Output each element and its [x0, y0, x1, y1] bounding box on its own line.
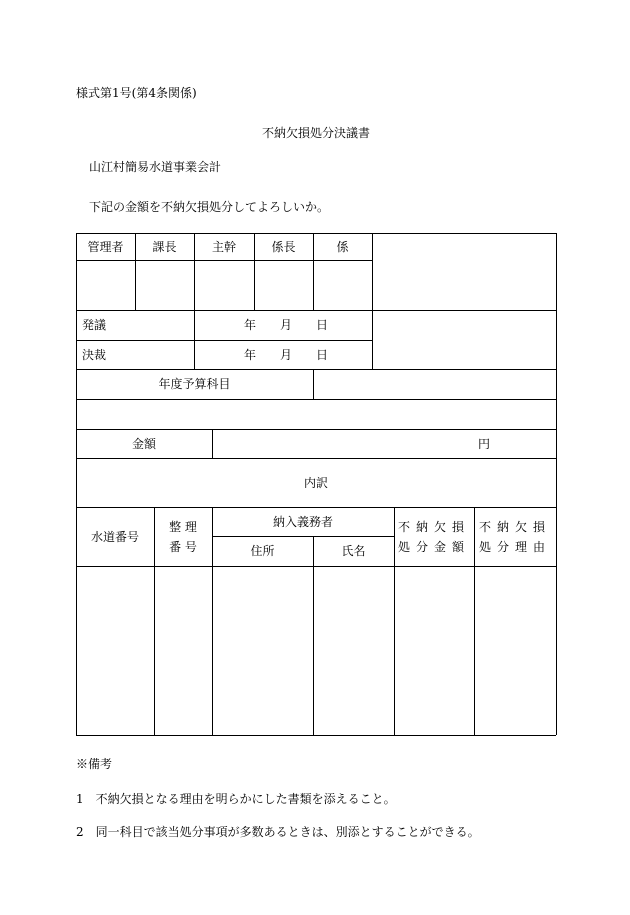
column-obligor: 納入義務者	[272, 514, 333, 529]
hatsugi-label: 発議	[82, 318, 107, 332]
column-loss-amount	[394, 507, 474, 566]
form-number: 様式第1号(第4条関係)	[76, 86, 197, 100]
column-seiri-number	[154, 507, 212, 566]
column-loss-reason-line1: 不納欠損	[478, 519, 551, 534]
column-seiri-number-line1: 整 理	[169, 519, 197, 534]
column-address: 住所	[250, 544, 275, 558]
column-loss-reason	[474, 507, 556, 566]
note-item-2: 2 同一科目で該当処分事項が多数あるときは、別添とすることができる。	[76, 825, 480, 839]
budget-item-label: 年度予算科目	[158, 377, 231, 391]
hatsugi-date: 年 月 日	[243, 318, 328, 332]
note-item-1: 1 不納欠損となる理由を明らかにした書類を添えること。	[76, 792, 396, 806]
column-loss-amount-line2: 処分金額	[397, 539, 470, 554]
column-water-number: 水道番号	[90, 529, 139, 544]
column-loss-reason-line2: 処分理由	[478, 539, 551, 554]
header-kakari: 係	[336, 239, 349, 254]
document-title: 不納欠損処分決議書	[262, 126, 371, 140]
amount-unit: 円	[477, 436, 490, 451]
column-name: 氏名	[341, 544, 366, 558]
organization-name: 山江村簡易水道事業会計	[89, 160, 222, 174]
decision-form-table	[76, 233, 556, 735]
column-loss-amount-line1: 不納欠損	[397, 519, 470, 534]
header-shukan: 主幹	[211, 239, 236, 254]
header-kakaricho: 係長	[271, 239, 296, 254]
kessai-label: 決裁	[82, 347, 107, 362]
amount-label: 金額	[131, 436, 156, 451]
notes-heading: ※備考	[76, 757, 113, 771]
header-kanrisha: 管理者	[87, 239, 124, 254]
breakdown-label: 内訳	[303, 475, 328, 490]
header-kacho: 課長	[152, 239, 177, 254]
column-seiri-number-line2: 番 号	[169, 539, 197, 554]
kessai-date: 年 月 日	[243, 347, 328, 362]
intro-text: 下記の金額を不納欠損処分してよろしいか。	[89, 200, 330, 214]
